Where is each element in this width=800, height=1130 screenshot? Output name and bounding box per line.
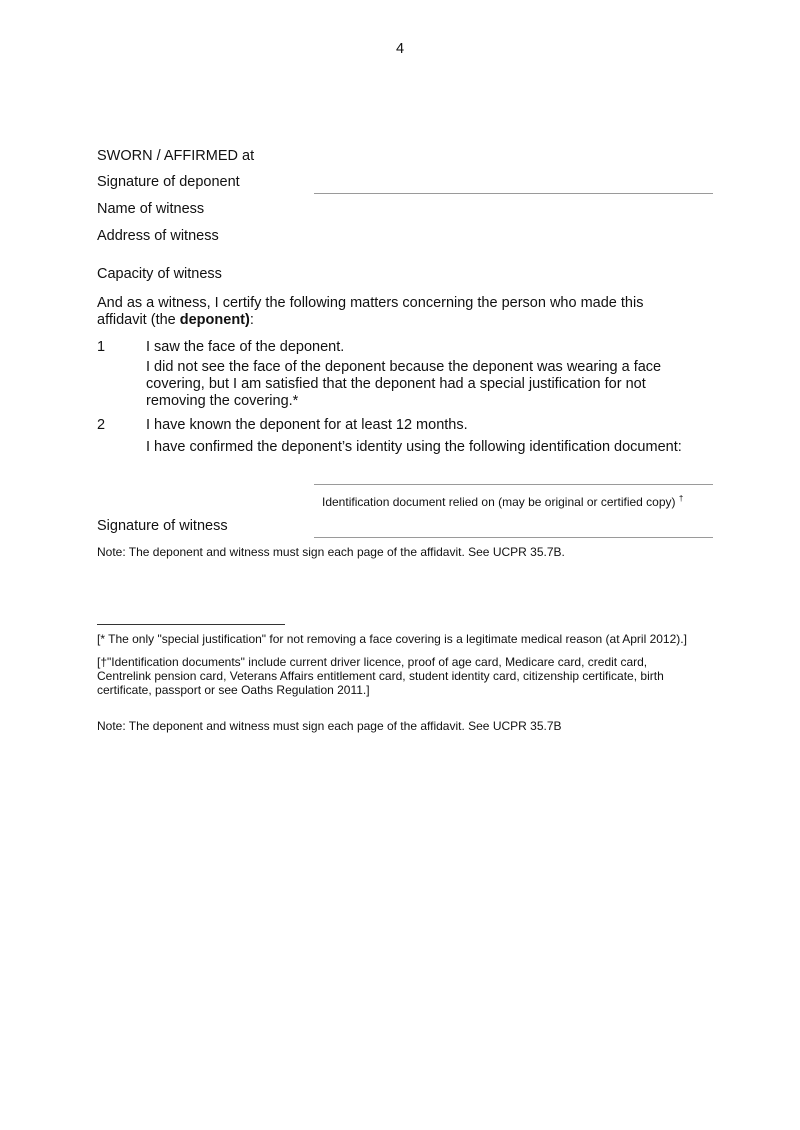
certify-text-suffix: : bbox=[249, 312, 254, 328]
address-of-witness-label: Address of witness bbox=[97, 228, 219, 244]
footnote-separator bbox=[97, 624, 285, 625]
id-document-caption bbox=[322, 491, 683, 510]
capacity-of-witness-label: Capacity of witness bbox=[97, 266, 222, 282]
dagger-mark: † bbox=[678, 494, 684, 503]
sworn-affirmed-label: SWORN / AFFIRMED at bbox=[97, 148, 255, 164]
sign-each-page-note: Note: The deponent and witness must sign each page of the affidavit. See UCPR 35.7B. bbox=[97, 545, 565, 559]
item-alt-line: removing the covering.* bbox=[146, 393, 299, 409]
sign-each-page-note-footer: Note: The deponent and witness must sign each page of the affidavit. See UCPR 35.7B bbox=[97, 719, 562, 733]
footnote-special-justification: [* The only "special justification" for not removing a face covering is a legitimate medical reason (at April 2012).] bbox=[97, 632, 687, 646]
item-line: I saw the face of the deponent. bbox=[146, 339, 345, 355]
name-of-witness-label: Name of witness bbox=[97, 201, 205, 217]
footnote-id-documents-line3: certificate, passport or see Oaths Regulation 2011.] bbox=[97, 683, 370, 697]
certify-text-line2 bbox=[97, 311, 254, 329]
item-number: 1 bbox=[97, 339, 106, 355]
item-alt-line: covering, but I am satisfied that the deponent had a special justification for not bbox=[146, 376, 646, 392]
id-document-caption-text: Identification document relied on (may be original or certified copy) bbox=[322, 495, 676, 509]
witness-signature-line bbox=[314, 537, 713, 538]
certify-text-line1: And as a witness, I certify the following matters concerning the person who made this bbox=[97, 295, 644, 311]
item-alt-line: I have confirmed the deponent’s identity using the following identification document: bbox=[146, 439, 682, 455]
deponent-term: deponent) bbox=[179, 312, 250, 328]
item-line: I have known the deponent for at least 12 months. bbox=[146, 417, 468, 433]
signature-of-deponent-label: Signature of deponent bbox=[97, 174, 240, 190]
footnote-id-documents-line2: Centrelink pension card, Veterans Affairs entitlement card, student identity card, citizenship certificate, birth bbox=[97, 669, 664, 683]
id-document-line bbox=[314, 484, 713, 485]
item-number: 2 bbox=[97, 417, 106, 433]
page-number: 4 bbox=[396, 41, 405, 57]
certify-text-prefix: affidavit (the bbox=[97, 312, 180, 328]
deponent-signature-line bbox=[314, 193, 713, 194]
signature-of-witness-label: Signature of witness bbox=[97, 518, 228, 534]
footnote-id-documents-line1: [†"Identification documents" include current driver licence, proof of age card, Medicare card, credit card, bbox=[97, 655, 648, 669]
item-alt-line: I did not see the face of the deponent because the deponent was wearing a face bbox=[146, 359, 662, 375]
